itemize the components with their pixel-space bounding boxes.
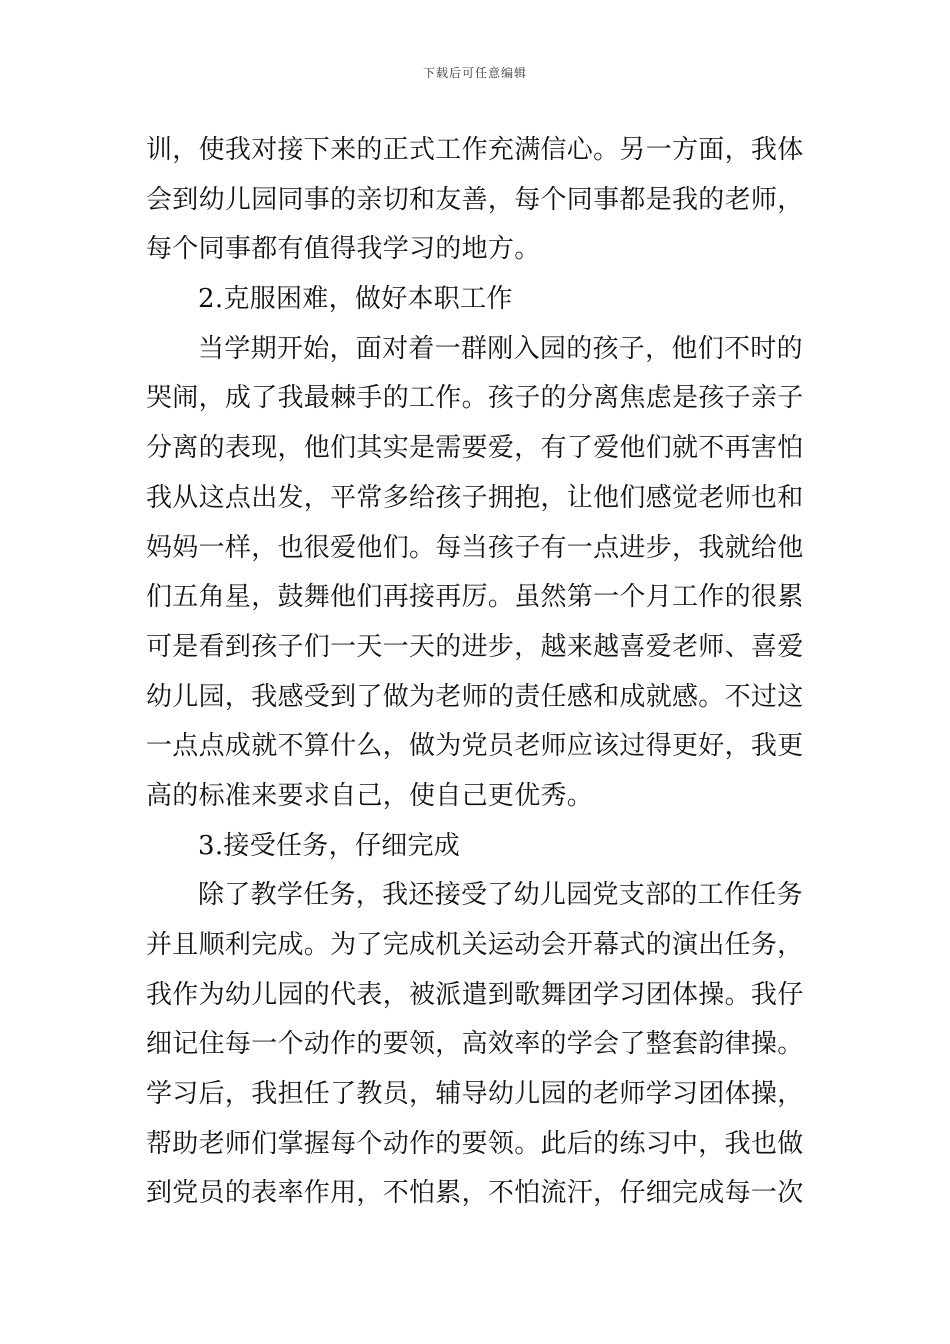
text-line: 学习后，我担任了教员，辅导幼儿园的老师学习团体操，	[146, 1079, 804, 1110]
text-line: 除了教学任务，我还接受了幼儿园党支部的工作任务	[198, 880, 803, 911]
text-line: 高的标准来要求自己，使自己更优秀。	[146, 780, 594, 811]
text-line: 训，使我对接下来的正式工作充满信心。另一方面，我体	[146, 135, 804, 165]
text-line: 会到幼儿园同事的亲切和友善，每个同事都是我的老师，	[146, 184, 804, 215]
text-line: 一点点成就不算什么，做为党员老师应该过得更好，我更	[146, 731, 804, 762]
document-body	[146, 126, 808, 1219]
text-line: 哭闹，成了我最棘手的工作。孩子的分离焦虑是孩子亲子	[146, 383, 804, 414]
text-line: 到党员的表率作用，不怕累，不怕流汗，仔细完成每一次	[146, 1178, 804, 1209]
text-line: 2.克服困难，做好本职工作	[198, 284, 513, 315]
text-line: 帮助老师们掌握每个动作的要领。此后的练习中，我也做	[146, 1128, 804, 1159]
text-line: 们五角星，鼓舞他们再接再厉。虽然第一个月工作的很累	[146, 582, 804, 613]
text-line: 妈妈一样，也很爱他们。每当孩子有一点进步，我就给他	[146, 532, 804, 563]
text-line: 可是看到孩子们一天一天的进步，越来越喜爱老师、喜爱	[146, 631, 804, 662]
text-line: 并且顺利完成。为了完成机关运动会开幕式的演出任务，	[146, 930, 804, 960]
text-line: 每个同事都有值得我学习的地方。	[146, 234, 541, 265]
text-line: 分离的表现，他们其实是需要爱，有了爱他们就不再害怕	[146, 433, 804, 464]
text-line: 当学期开始，面对着一群刚入园的孩子，他们不时的	[198, 333, 803, 364]
text-line: 幼儿园，我感受到了做为老师的责任感和成就感。不过这	[146, 681, 804, 712]
page-header: 下载后可任意编辑	[422, 66, 527, 80]
text-line: 3.接受任务，仔细完成	[198, 830, 461, 861]
text-line: 我从这点出发，平常多给孩子拥抱，让他们感觉老师也和	[146, 482, 804, 513]
text-line: 细记住每一个动作的要领，高效率的学会了整套韵律操。	[146, 1029, 804, 1060]
text-line: 我作为幼儿园的代表，被派遣到歌舞团学习团体操。我仔	[146, 979, 804, 1010]
